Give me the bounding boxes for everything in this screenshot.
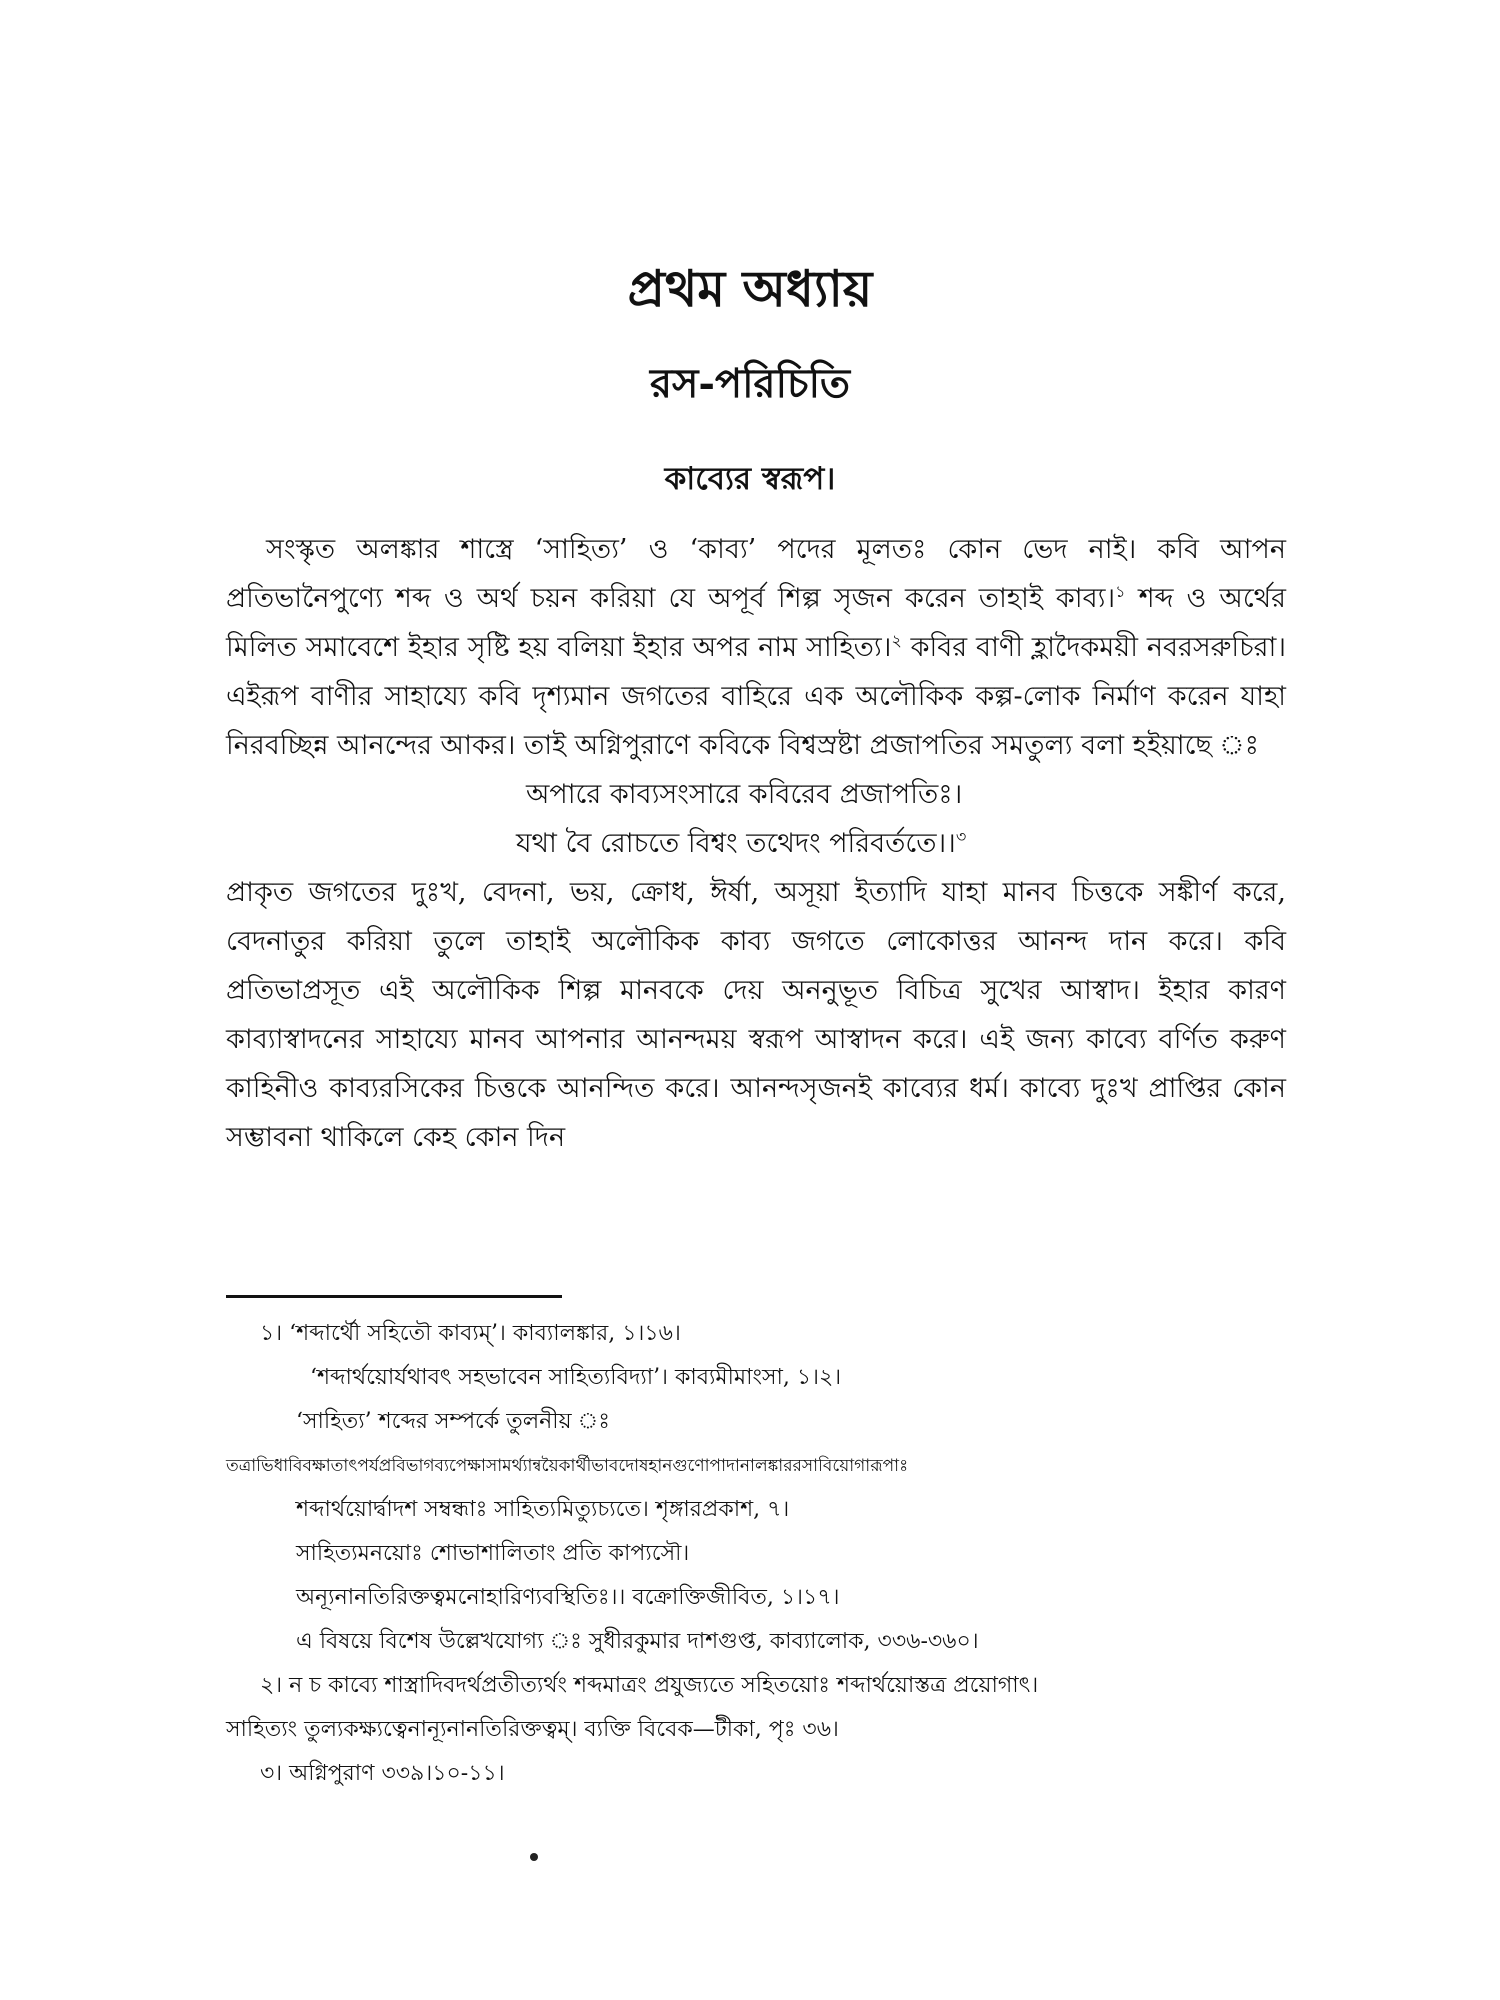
paragraph-1-text: সংস্কৃত অলঙ্কার শাস্ত্রে ‘সাহিত্য’ ও ‘কাব্য’ পদের মূলতঃ কোন ভেদ নাই। কবি আপন প্রতিভানৈপুণ্যে শব্দ ও অর্থ চয়ন করিয়া যে অপূর্ব শিল্প সৃজন করেন তাহাই কাব্য। <box>226 534 1286 614</box>
footnote-line: এ বিষয়ে বিশেষ উল্লেখযোগ্য ঃ সুধীরকুমার দাশগুপ্ত, কাব্যালোক, ৩৩৬-৩৬০। <box>296 1629 979 1654</box>
footnote-line: তত্রাভিধাবিবক্ষাতাৎপর্যপ্রবিভাগব্যপেক্ষাসামর্থ্যান্বয়ৈকার্থীভাবদোষহানগুণোপাদানালঙ্কাররসাবিয়োগারূপাঃ <box>226 1456 909 1476</box>
footnote-line: ‘শব্দার্থয়োর্যথাবৎ সহভাবেন সাহিত্যবিদ্যা’। কাব্যমীমাংসা, ১।২। <box>310 1365 842 1390</box>
footnote-line: সাহিত্যমনয়োঃ শোভাশালিতাং প্রতি কাপ্যসৌ। <box>296 1541 690 1566</box>
verse-line-2-text: যথা বৈ রোচতে বিশ্বং তথেদং পরিবর্ততে।। <box>516 828 956 859</box>
footnote-divider <box>226 1295 562 1298</box>
footnote-line: ৩। অগ্নিপুরাণ ৩৩৯।১০-১১। <box>260 1761 505 1786</box>
section-heading: কাব্যের স্বরূপ। <box>664 461 836 497</box>
paragraph-1-continued-2: কবির বাণী হ্লাদৈকময়ী নবরসরুচিরা। এইরূপ বাণীর সাহায্যে কবি দৃশ্যমান জগতের বাহিরে এক অলৌকিক কল্প-লোক নির্মাণ করেন যাহা নিরবচ্ছিন্ন আনন্দের আকর। তাই অগ্নিপুরাণে কবিকে বিশ্বস্রষ্টা প্রজাপতির সমতুল্য বলা হইয়াছে ঃ <box>226 632 1287 761</box>
footnote-ref-2: ২ <box>891 631 902 650</box>
footnote-ref-3: ৩ <box>955 827 967 846</box>
footnote-line: সাহিত্যং তুল্যকক্ষ্যত্বেনান্যূনানতিরিক্তত্বম্। ব্যক্তি বিবেক—টীকা, পৃঃ ৩৬। <box>226 1717 839 1742</box>
verse-line-1: অপারে কাব্যসংসারে কবিরেব প্রজাপতিঃ। <box>526 779 963 810</box>
chapter-subtitle: রস-পরিচিতি <box>649 360 851 407</box>
body-text <box>226 525 1286 1162</box>
footnote-line: ‘সাহিত্য’ শব্দের সম্পর্কে তুলনীয় ঃ <box>296 1409 610 1434</box>
verse-line-2 <box>226 819 1286 868</box>
footnote-line: ১। ‘শব্দার্থৌ সহিতৌ কাব্যম্’। কাব্যালঙ্কার, ১।১৬। <box>260 1321 681 1346</box>
paragraph-1 <box>226 525 1286 770</box>
paragraph-2: প্রাকৃত জগতের দুঃখ, বেদনা, ভয়, ক্রোধ, ঈর্ষা, অসূয়া ইত্যাদি যাহা মানব চিত্তকে সঙ্কীর্ণ করে, বেদনাতুর করিয়া তুলে তাহাই অলৌকিক কাব্য জগতে লোকোত্তর আনন্দ দান করে। কবি প্রতিভাপ্রসূত এই অলৌকিক শিল্প মানবকে দেয় অননুভূত বিচিত্র সুখের আস্বাদ। ইহার কারণ কাব্যাস্বাদনের সাহায্যে মানব আপনার আনন্দময় স্বরূপ আস্বাদন করে। এই জন্য কাব্যে বর্ণিত করুণ কাহিনীও কাব্যরসিকের চিত্তকে আনন্দিত করে। আনন্দসৃজনই কাব্যের ধর্ম। কাব্যে দুঃখ প্রাপ্তির কোন সম্ভাবনা থাকিলে কেহ কোন দিন <box>226 877 1286 1153</box>
footnotes <box>226 1312 1286 1796</box>
paragraph-1-continued: শব্দ ও অর্থের মিলিত সমাবেশে ইহার সৃষ্টি হয় বলিয়া ইহার অপর নাম সাহিত্য। <box>226 583 1287 663</box>
ink-speck <box>530 1853 538 1861</box>
footnote-line: ২। ন চ কাব্যে শাস্ত্রাদিবদর্থপ্রতীত্যর্থং শব্দমাত্রং প্রযুজ্যতে সহিতয়োঃ শব্দার্থয়োস্তত্র প্রয়োগাৎ। <box>260 1673 1039 1698</box>
footnote-line: অন্যূনানতিরিক্তত্বমনোহারিণ্যবস্থিতিঃ।। বক্রোক্তিজীবিত, ১।১৭। <box>296 1585 840 1610</box>
chapter-heading: প্রথম অধ্যায় <box>627 259 873 318</box>
footnote-line: শব্দার্থয়োর্দ্বাদশ সম্বন্ধাঃ সাহিত্যমিত্যুচ্যতে। শৃঙ্গারপ্রকাশ, ৭। <box>296 1497 790 1522</box>
footnote-ref-1: ১ <box>1115 582 1126 601</box>
